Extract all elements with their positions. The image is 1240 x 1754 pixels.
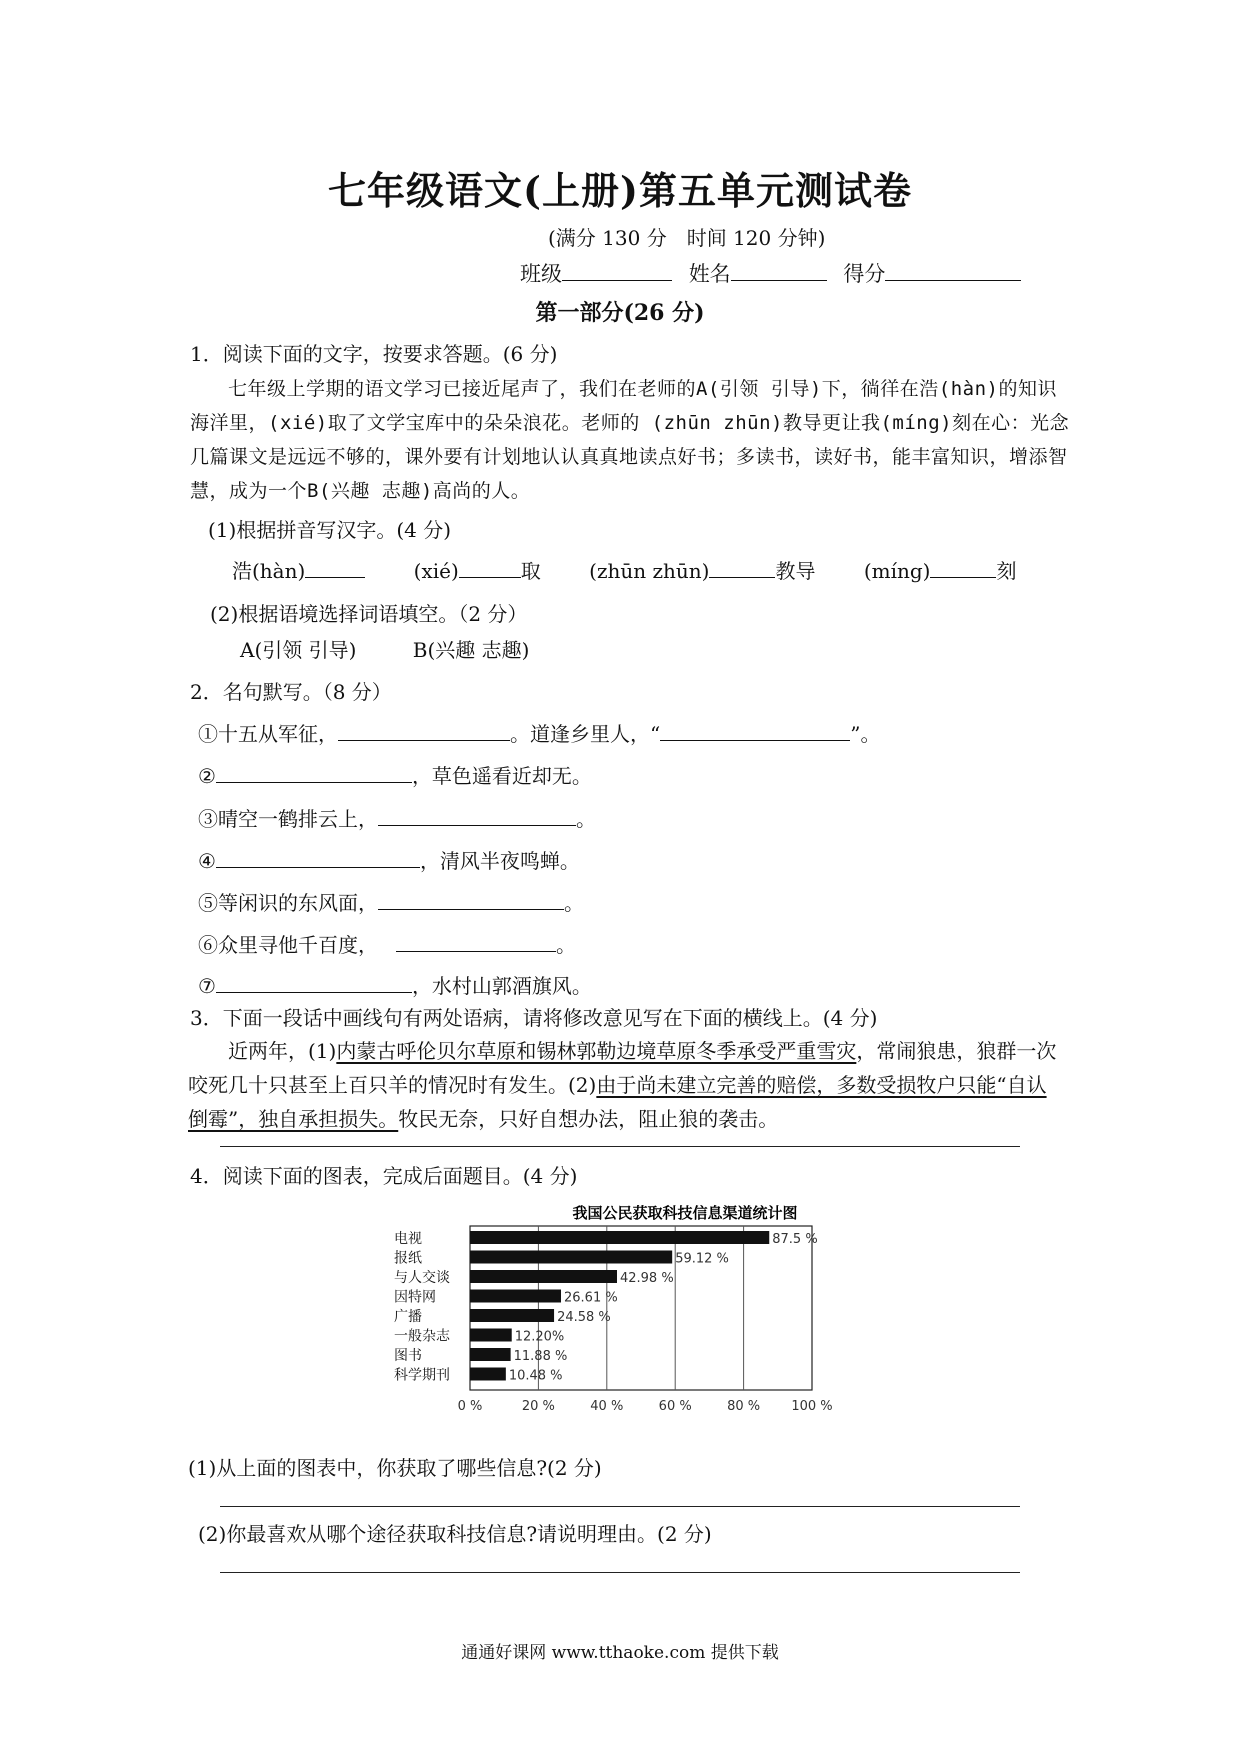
chart-bar — [470, 1368, 506, 1381]
q1-stem: 1．阅读下面的文字，按要求答题。(6 分) — [190, 342, 558, 366]
student-info-row — [520, 258, 1021, 288]
score-field[interactable] — [885, 260, 1021, 281]
q2-line-1: ①十五从军征， 。道逢乡里人，“ ”。 — [198, 722, 881, 746]
category-label: 一般杂志 — [394, 1328, 450, 1345]
x-tick-label: 0 % — [457, 1399, 483, 1414]
q3-passage: 近两年，(1)内蒙古呼伦贝尔草原和锡林郭勒边境草原冬季承受严重雪灾，常闹狼患，狼群一次咬死几十只甚至上百只羊的情况时有发生。(2)由于尚未建立完善的赔偿，多数受损牧户只能“自认倒霉”，独自承担损失。牧民无奈，只好自想办法，阻止狼的袭击。 — [188, 1039, 1057, 1131]
data-label: 12.20% — [514, 1329, 565, 1345]
category-label: 与人交谈 — [394, 1270, 450, 1286]
x-tick-label: 20 % — [521, 1399, 555, 1414]
q1-sub2: (2)根据语境选择词语填空。（2 分） — [210, 602, 528, 626]
q1-sub1: (1)根据拼音写汉字。(4 分) — [208, 518, 452, 542]
exam-meta: (满分 130 分 时间 120 分钟) — [548, 226, 826, 250]
class-field[interactable] — [562, 260, 672, 281]
page-title: 七年级语文(上册)第五单元测试卷 — [328, 168, 912, 213]
q4-answer-line-1[interactable] — [220, 1506, 1020, 1507]
q2-line-7: ⑦ ，水村山郭酒旗风。 — [198, 974, 592, 998]
x-tick-label: 100 % — [791, 1399, 833, 1414]
channel-bar-chart — [390, 1196, 860, 1436]
chart-bar — [470, 1270, 617, 1283]
answer-blank[interactable] — [378, 805, 576, 826]
answer-blank[interactable] — [216, 972, 412, 993]
category-label: 因特网 — [394, 1289, 436, 1306]
class-label: 班级 — [520, 262, 562, 286]
answer-blank[interactable] — [338, 720, 510, 741]
chart-category-labels — [394, 1230, 451, 1384]
q2-line-3: ③晴空一鹤排云上， 。 — [198, 807, 596, 831]
answer-blank[interactable] — [378, 889, 564, 910]
q2-line-2: ② ，草色遥看近却无。 — [198, 764, 592, 788]
chart-bar — [470, 1348, 511, 1361]
score-label: 得分 — [843, 262, 886, 286]
answer-blank[interactable] — [660, 720, 850, 741]
answer-blank[interactable] — [396, 931, 556, 952]
x-tick-label: 60 % — [658, 1399, 692, 1414]
category-label: 报纸 — [394, 1250, 422, 1267]
data-label: 87.5 % — [772, 1232, 818, 1247]
q1-options — [240, 634, 529, 663]
category-label: 图书 — [394, 1348, 422, 1364]
q1-passage: 七年级上学期的语文学习已接近尾声了，我们在老师的A(引领 引导)下，徜徉在浩(hàn)的知识海洋里，(xié)取了文学宝库中的朵朵浪花。老师的 (zhūn zhūn)教导更让我(míng)刻在心：光念几篇课文是远远不够的，课外要有计划地认认真真地读点好书；多读书，读好书，能丰富知识，增添智慧，成为一个B(兴趣 志趣)高尚的人。 — [190, 378, 1070, 502]
q2-line-5: ⑤等闲识的东风面， 。 — [198, 891, 584, 915]
option-a: A(引领 引导) — [240, 638, 357, 662]
q4-answer-line-2[interactable] — [220, 1572, 1020, 1573]
name-label: 姓名 — [688, 262, 731, 286]
answer-blank[interactable] — [709, 557, 775, 578]
q3-answer-line[interactable] — [220, 1146, 1020, 1147]
chart-title: 我国公民获取科技信息渠道统计图 — [572, 1204, 798, 1222]
chart-x-ticks — [458, 1399, 833, 1414]
data-label: 59.12 % — [675, 1251, 729, 1267]
data-label: 24.58 % — [557, 1310, 611, 1325]
q4-sub1: (1)从上面的图表中，你获取了哪些信息?(2 分) — [188, 1456, 602, 1480]
chart-bar — [470, 1231, 769, 1244]
q1-pinyin-row: 浩(hàn) (xié) 取 (zhūn zhūn) 教导 (míng) 刻 — [232, 559, 1017, 583]
footer-credit: 通通好课网 www.tthaoke.com 提供下载 — [461, 1643, 779, 1663]
name-field[interactable] — [731, 260, 827, 281]
q3-stem: 3．下面一段话中画线句有两处语病，请将修改意见写在下面的横线上。(4 分) — [190, 1006, 878, 1030]
answer-blank[interactable] — [305, 557, 365, 578]
x-tick-label: 40 % — [590, 1399, 624, 1414]
underlined-sentence-2: 由于尚未建立完善的赔偿，多数受损牧户只能“自认倒霉”，独自承担损失。 — [188, 1073, 1047, 1131]
answer-blank[interactable] — [930, 557, 996, 578]
chart-bar — [470, 1309, 554, 1322]
category-label: 电视 — [394, 1231, 422, 1247]
chart-bar — [470, 1329, 512, 1342]
data-label: 10.48 % — [508, 1368, 563, 1384]
chart-bar — [470, 1251, 672, 1264]
answer-blank[interactable] — [216, 762, 412, 783]
option-b: B(兴趣 志趣) — [412, 638, 530, 662]
q2-line-4: ④ ，清风半夜鸣蝉。 — [198, 849, 580, 873]
x-tick-label: 80 % — [727, 1399, 761, 1414]
chart-bar — [470, 1290, 561, 1303]
data-label: 42.98 % — [619, 1271, 674, 1286]
answer-blank[interactable] — [216, 847, 420, 868]
category-label: 广播 — [394, 1309, 422, 1325]
q4-stem: 4．阅读下面的图表，完成后面题目。(4 分) — [190, 1164, 578, 1188]
data-label: 26.61 % — [564, 1290, 618, 1306]
part-title: 第一部分(26 分) — [535, 300, 705, 326]
q2-line-6: ⑥众里寻他千百度， 。 — [198, 933, 576, 957]
q4-sub2: (2)你最喜欢从哪个途径获取科技信息?请说明理由。(2 分) — [198, 1522, 712, 1546]
data-label: 11.88 % — [513, 1349, 568, 1364]
answer-blank[interactable] — [459, 557, 521, 578]
underlined-sentence-1: 内蒙古呼伦贝尔草原和锡林郭勒边境草原冬季承受严重雪灾 — [336, 1039, 857, 1063]
q2-stem: 2．名句默写。（8 分） — [190, 680, 392, 704]
category-label: 科学期刊 — [394, 1367, 450, 1384]
